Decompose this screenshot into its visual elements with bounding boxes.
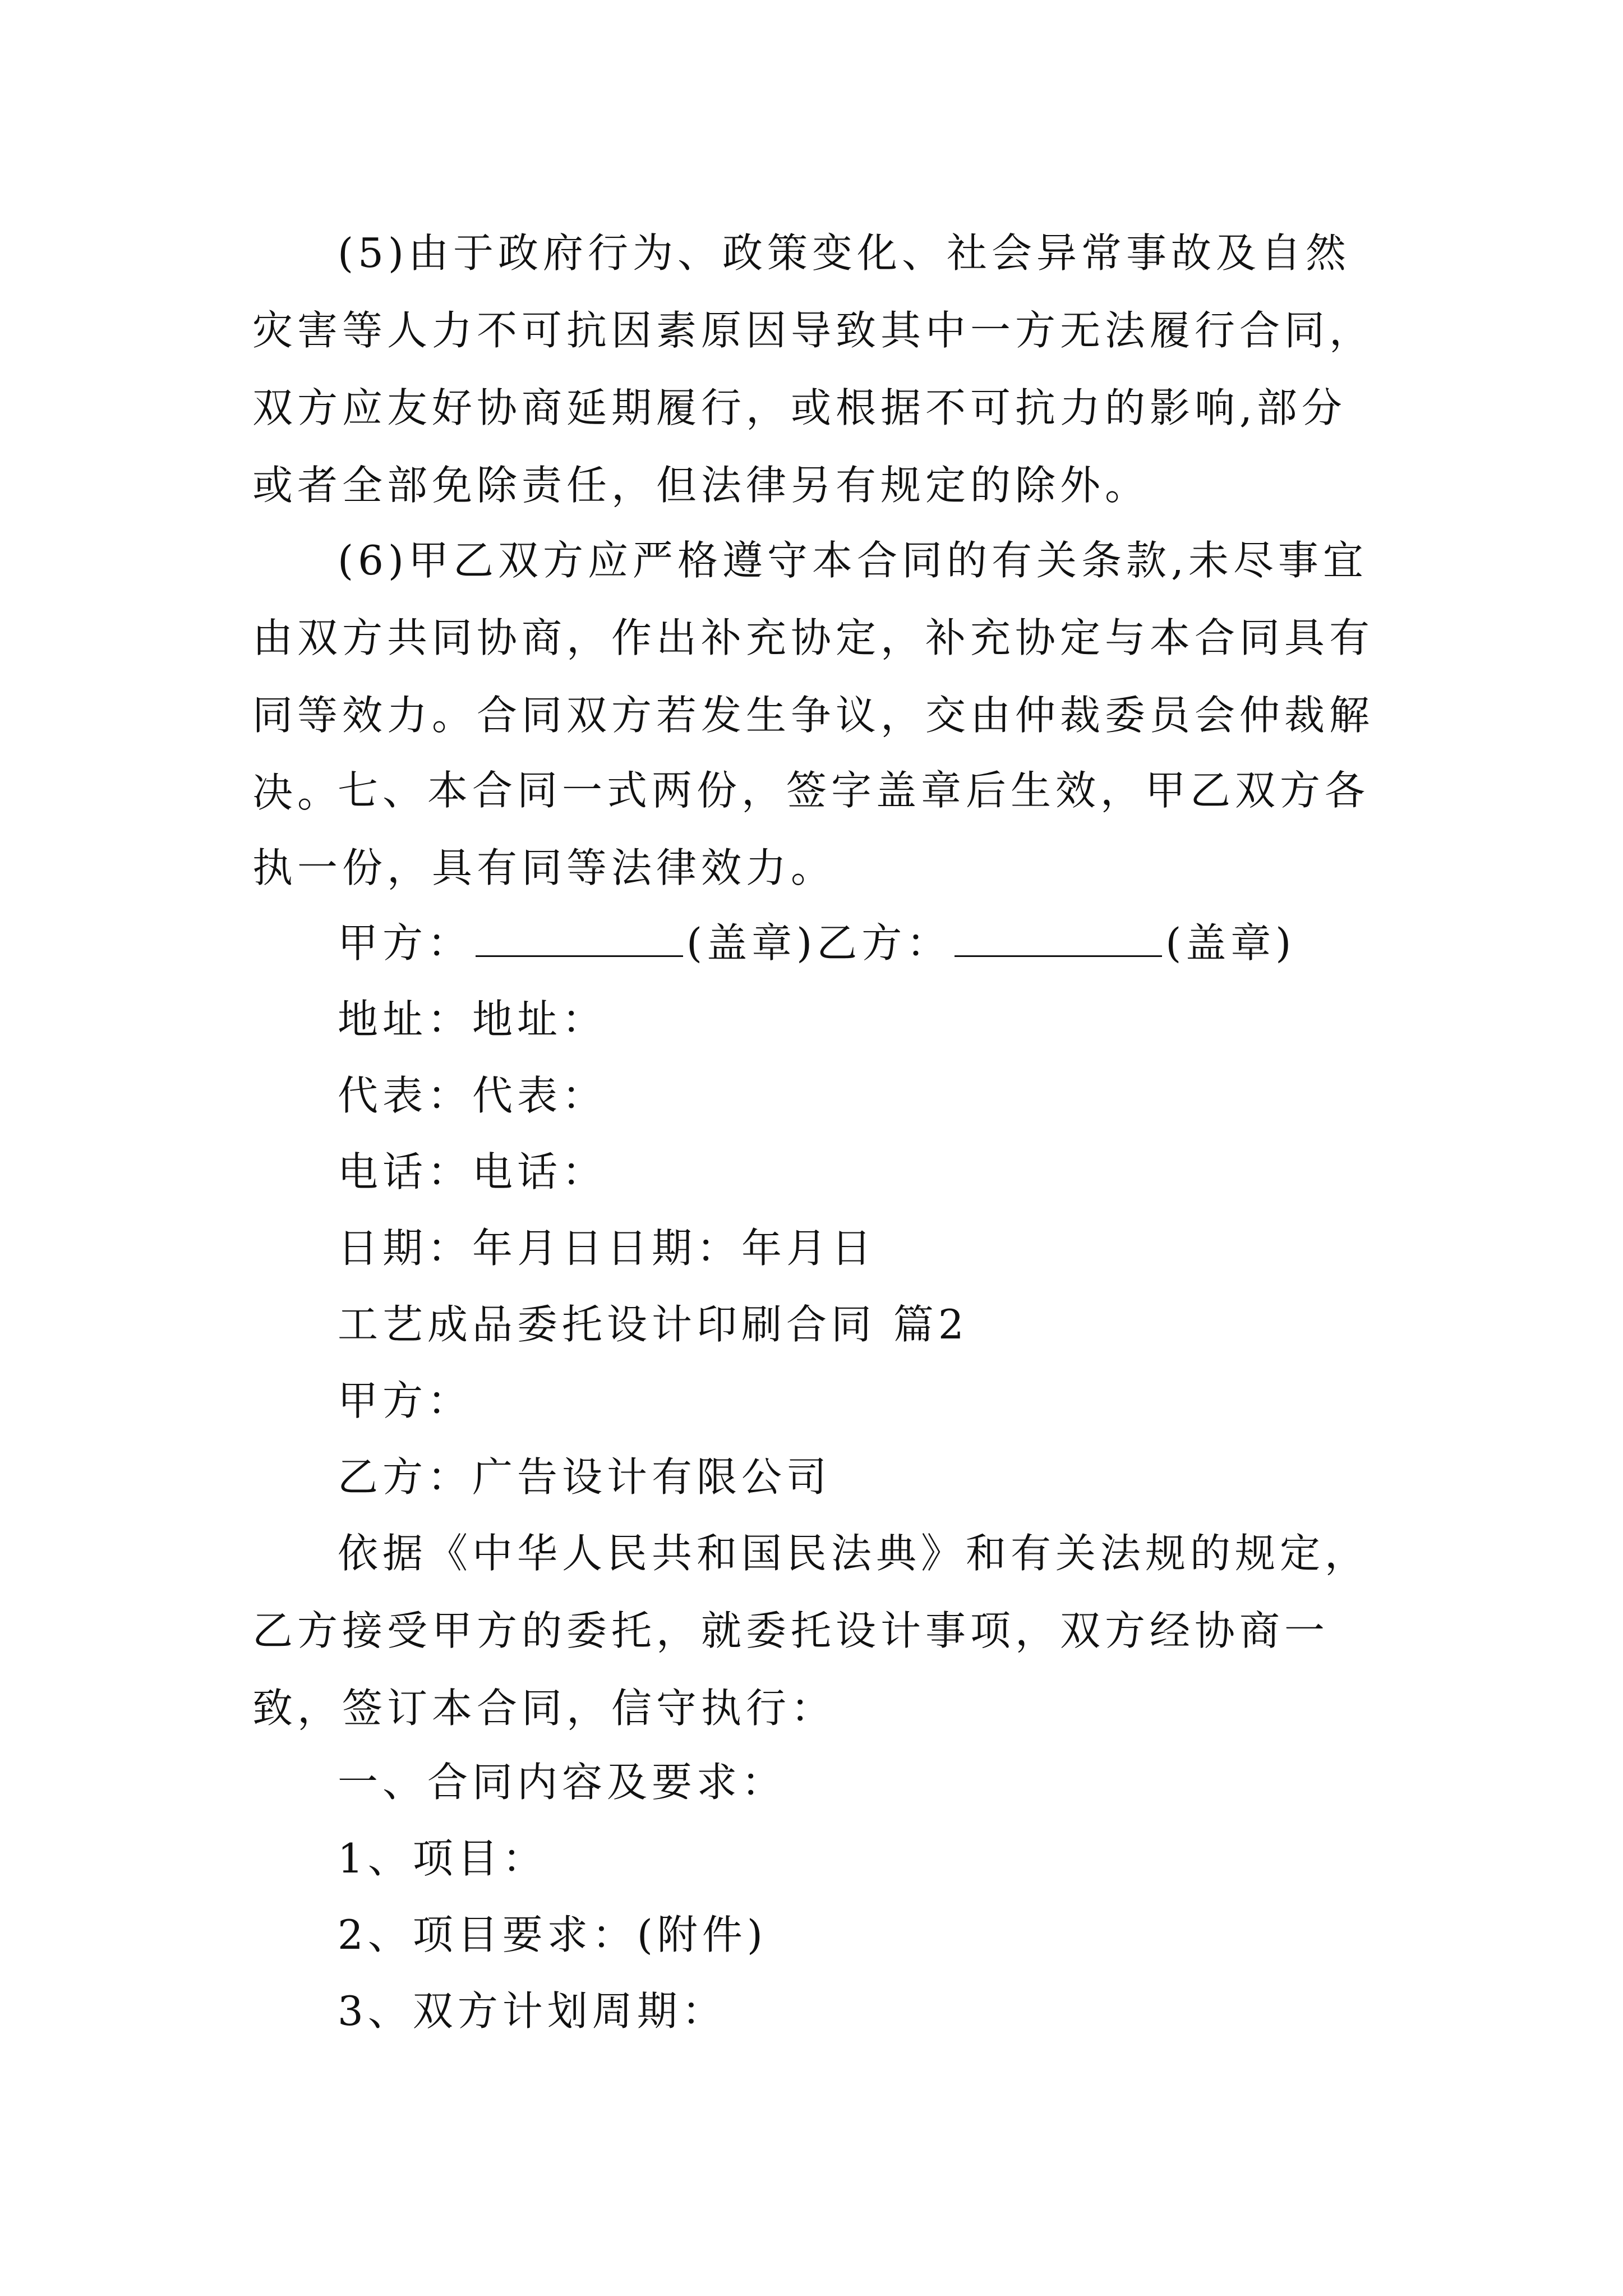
party-b-blank — [955, 915, 1162, 957]
address-line: 地址：地址： — [338, 996, 607, 1043]
paragraph-supplementary-agreement: (6)甲乙双方应严格遵守本合同的有关条款,未尽事宜由双方共同协商，作出补充协定，补充协定与本合同具有同等效力。合同双方若发生争议，交由仲裁委员会仲裁解决。 — [252, 537, 1375, 816]
list-item-schedule: 3、双方计划周期： — [338, 1987, 727, 2035]
representative-line: 代表：代表： — [338, 1072, 607, 1119]
party-b-label: 乙方： — [817, 919, 952, 967]
list-item-project: 1、项目： — [338, 1835, 547, 1882]
phone-line: 电话：电话： — [338, 1148, 607, 1195]
date-line: 日期：年月日日期：年月日 — [338, 1225, 877, 1272]
party-a-blank — [476, 915, 683, 957]
signature-line — [338, 904, 1295, 982]
party-b-line: 乙方：广告设计有限公司 — [338, 1453, 832, 1501]
party-a-line: 甲方： — [338, 1377, 473, 1424]
party-a-label: 甲方： — [338, 919, 473, 967]
paragraph-intro: 依据《中华人民共和国民法典》和有关法规的规定，乙方接受甲方的委托，就委托设计事项，双方经协商一致，签订本合同，信守执行： — [252, 1530, 1370, 1732]
list-item-requirements: 2、项目要求：(附件) — [338, 1911, 767, 1958]
section-title: 工艺成品委托设计印刷合同 篇2 — [338, 1301, 969, 1348]
paragraph-copies-effect: 七、本合同一式两份，签字盖章后生效，甲乙双方各执一份，具有同等法律效力。 — [252, 767, 1370, 891]
paragraph-force-majeure: (5)由于政府行为、政策变化、社会异常事故及自然灾害等人力不可抗因素原因导致其中一方无法履行合同，双方应友好协商延期履行，或根据不可抗力的影响,部分或者全部免除责任，但法律另有规定的除外。 — [252, 229, 1375, 509]
party-a-seal: (盖章) — [686, 919, 817, 967]
clause-heading: 一、合同内容及要求： — [338, 1759, 787, 1806]
party-b-seal: (盖章) — [1165, 919, 1296, 967]
